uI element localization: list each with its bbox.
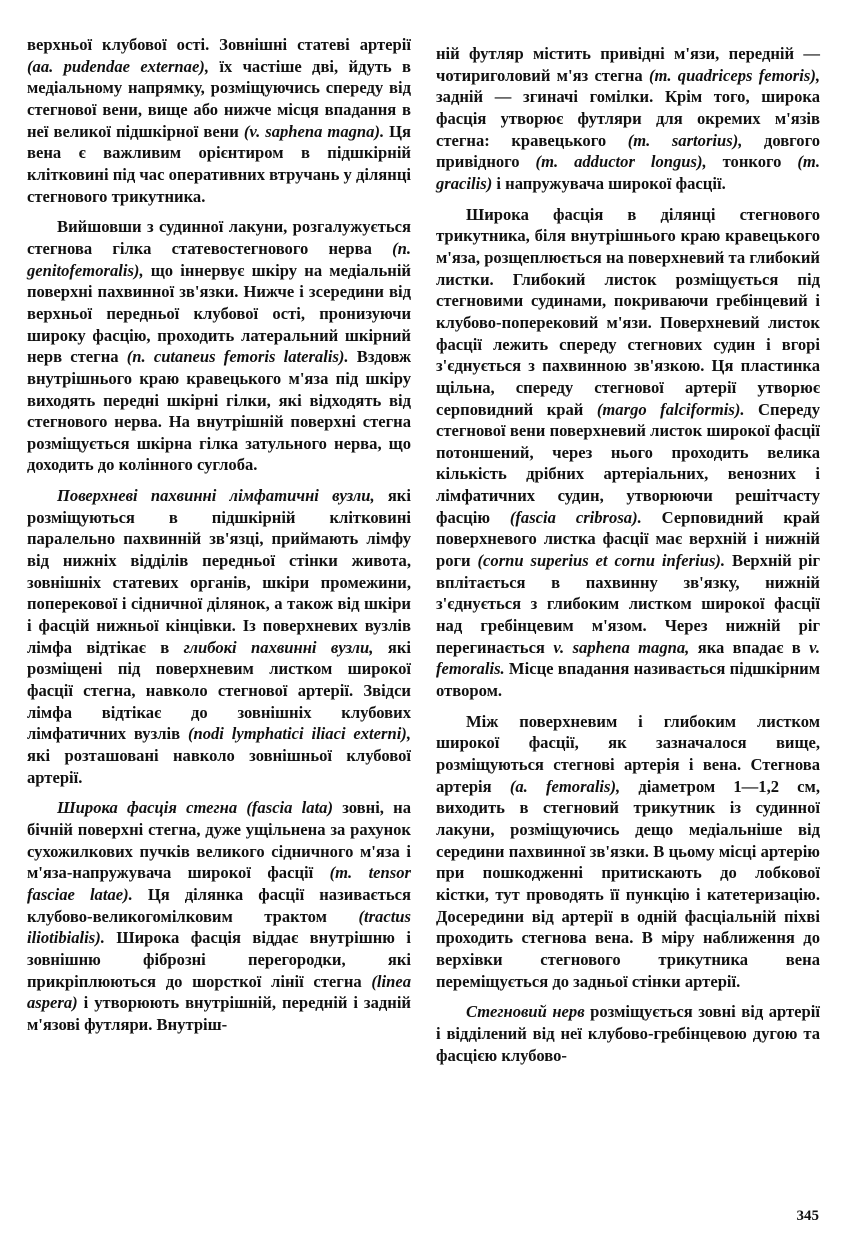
text-run: Спереду стегнової вени поверхневий листок широкої фасції потоншений, через нього проходить велика кількість дрібних артеріальних, венозних і лімфатичних судин, утворюючи решітчасту фасцію xyxy=(436,399,820,527)
latin-term: глибокі пахвинні вузли, xyxy=(183,637,374,657)
text-run: задній — згиначі гомілки. Крім того, широка фасція утворює футляри для окремих м'язів стегна: кравецького xyxy=(436,87,820,150)
text-run: зовні, на бічній поверхні стегна, дуже ущільнена за рахунок сухожилкових пучків великого сідничного м'яза і м'яза-напружувача широкої фасції xyxy=(27,798,412,883)
text-run: Місце впадання називається підшкірним отвором. xyxy=(436,659,820,701)
text-run: Верхній ріг вплітається в пахвинну зв'язку, нижній з'єднується з глибоким листком широкої фасції над гребінцевим м'язом. Через нижній ріг перегинається xyxy=(436,551,820,657)
latin-term: (n. genitofemoralis), xyxy=(27,238,411,280)
latin-term: Широка фасція стегна (fascia lata) xyxy=(57,798,334,818)
text-run: Вздовж внутрішнього краю кравецького м'яза під шкіру виходять передні шкірні гілки, які відходять від стегнового нерва. На внутрішній поверхні стегна розміщується шкірна гілка затульного нерва, що доходить до колінного суглоба. xyxy=(27,347,411,475)
text-run: яка впадає в xyxy=(689,637,810,657)
text-run: верхньої клубової ості. Зовнішні статеві артерії xyxy=(27,35,411,54)
paragraph xyxy=(27,216,411,476)
paragraph xyxy=(436,711,820,993)
text-run: розміщується зовні від артерії і відділений від неї клубово-гребінцевою дугою та фасцією клубово- xyxy=(436,1002,820,1065)
text-run: які розміщені під поверхневим листком широкої фасції стегна, навколо стегнової артерії. Звідси лімфа відтікає до зовнішніх клубових лімфатичних вузлів xyxy=(27,637,411,744)
latin-term: (m. tensor fasciae latae). xyxy=(27,863,411,904)
latin-term: Поверхневі пахвинні лімфатичні вузли, xyxy=(57,486,375,506)
latin-term: (margo falciformis). xyxy=(596,399,745,419)
latin-term: (m. sartorius), xyxy=(627,130,743,150)
latin-term: (linea aspera) xyxy=(27,971,411,1013)
page-number: 345 xyxy=(796,1208,819,1224)
latin-term: (a. femoralis), xyxy=(509,776,621,796)
text-run: Вийшовши з судинної лакуни, розгалужується стегнова гілка статевостегнового нерва xyxy=(27,217,411,258)
paragraph xyxy=(27,797,411,1035)
latin-term: (аа. pudendae externae), xyxy=(27,56,209,76)
text-run: Ця ділянка фасції називається клубово-великогомілковим трактом xyxy=(27,884,411,926)
latin-term: v. saphena magna, xyxy=(553,637,690,657)
paragraph xyxy=(436,1001,820,1066)
right-column xyxy=(436,43,820,1066)
text-run: діаметром 1—1,2 см, виходить в стегновий трикутник із судинної лакуни, розміщуючись дещо медіальніше від середини пахвинної зв'язки. В цьому місці артерію при пошкодженні притискають до лобкової кістки, тут проводять її пункцію і катетеризацію. Досередини від артерії в одній фасціальній піхві проходить стегнова вена. В міру наближення до верхівки стегнового трикутника вена переміщується до задньої стінки артерії. xyxy=(436,776,821,991)
latin-term: Стегновий нерв xyxy=(466,1002,585,1022)
latin-term: (v. saphena magna). xyxy=(243,121,385,141)
text-run: Серповидний край поверхневого листка фасції має верхній і нижній роги xyxy=(436,507,820,571)
paragraph xyxy=(27,34,411,207)
text-run: довгого привідного xyxy=(436,130,821,172)
text-run: ній футляр містить привідні м'язи, передній — чотириголовий м'яз стегна xyxy=(436,44,820,85)
paragraph xyxy=(27,485,411,788)
text-run: і напружувача широкої фасції. xyxy=(492,173,726,193)
text-run: їх частіше дві, йдуть в медіальному напрямку, розміщуючись спереду від стегнової вени, вище або нижче місця впадання в неї великої підшкірної вени xyxy=(27,56,411,141)
left-column xyxy=(27,34,411,1036)
latin-term: (cornu superius et cornu inferius). xyxy=(477,551,726,571)
paragraph xyxy=(436,43,820,195)
text-run: і утворюють внутрішній, передній і задній м'язові футляри. Внутріш- xyxy=(27,993,411,1034)
latin-term: (n. cutaneus femoris lateralis). xyxy=(126,347,349,367)
paragraph xyxy=(436,204,820,702)
latin-term: (tractus iliotibialis). xyxy=(27,906,411,948)
text-run: Широка фасція віддає внутрішню і зовнішню фіброзні перегородки, які прикріплюються до шорсткої лінії стегна xyxy=(27,928,411,991)
latin-term: (fascia cribrosa). xyxy=(509,507,642,527)
text-run: які розташовані навколо зовнішньої клубової артерії. xyxy=(27,746,411,787)
text-run: Між поверхневим і глибоким листком широкої фасції, як зазначалося вище, розміщуються стегнові артерія і вена. Стегнова артерія xyxy=(436,711,820,796)
text-run: які розміщуються в підшкірній клітковині паралельно пахвинній зв'язці, приймають лімфу від нижніх відділів передньої стінки живота, зовнішніх статевих органів, шкіри промежини, поперекової і сідничної ділянок, а також від шкіри і фасцій нижньої кінцівки. Із поверхневих вузлів лімфа відтікає в xyxy=(27,486,411,657)
latin-term: (nodi lymphatici iliaci externi), xyxy=(187,724,411,744)
latin-term: (m. quadriceps femoris), xyxy=(648,65,820,85)
latin-term: v. femoralis. xyxy=(436,637,821,679)
latin-term: (m. adductor longus), xyxy=(535,152,707,172)
text-run: що іннервує шкіру на медіальній поверхні пахвинної зв'язки. Нижче і зсередини від верхньої передньої клубової ості, пронизуючи широку фасцію, проходить латеральний шкірний нерв стегна xyxy=(27,260,411,367)
text-run: тонкого xyxy=(706,152,798,172)
text-run: Ця вена є важливим орієнтиром в підшкірній клітковині під час оперативних втручань у ділянці стегнового трикутника. xyxy=(27,121,411,206)
latin-term: (m. gracilis) xyxy=(436,152,820,193)
text-run: Широка фасція в ділянці стегнового трикутника, біля внутрішнього краю кравецького м'яза, розщеплюється на поверхневий та глибокий листки. Глибокий листок розміщується під стегновими судинами, покриваючи гребінцевий і клубово-поперековий м'язи. Поверхневий листок фасції лежить спереду стегнових судин і вгорі з'єднується з пахвинною зв'язкою. Ця пластинка щільна, спереду стегнової артерії утворює серповидний край xyxy=(436,204,820,419)
